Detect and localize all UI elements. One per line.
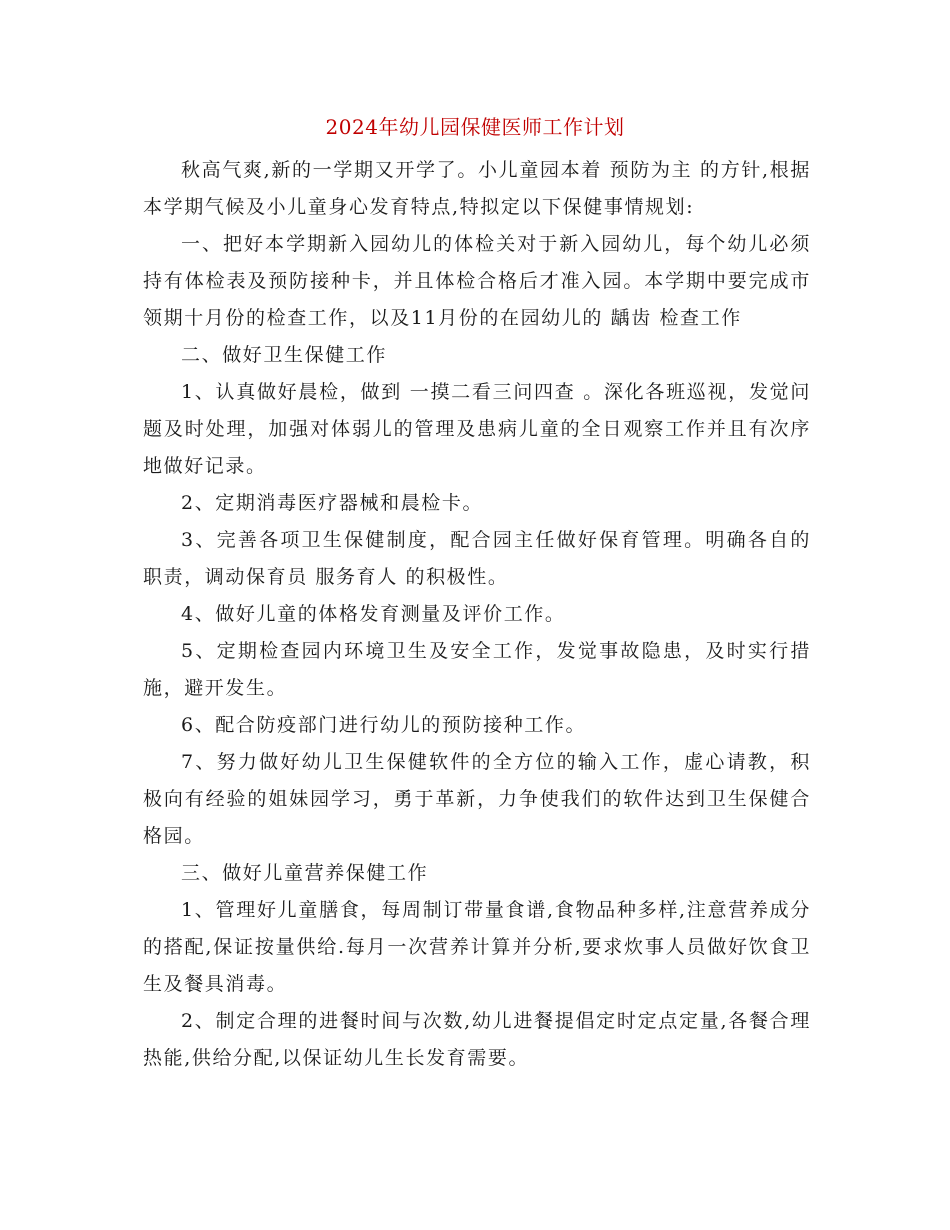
section-2-item-5: 5、定期检查园内环境卫生及安全工作，发觉事故隐患，及时实行措施，避开发生。 xyxy=(143,640,811,699)
document-body xyxy=(143,152,811,1077)
document-title: 2024年幼儿园保健医师工作计划 xyxy=(325,115,625,139)
section-2-item-7: 7、努力做好幼儿卫生保健软件的全方位的输入工作，虚心请教，积极向有经验的姐妹园学习，勇于革新，力争使我们的软件达到卫生保健合格园。 xyxy=(143,751,811,847)
section-2-heading: 二、做好卫生保健工作 xyxy=(181,344,388,366)
section-1-paragraph: 一、把好本学期新入园幼儿的体检关对于新入园幼儿，每个幼儿必须持有体检表及预防接种卡，并且体检合格后才准入园。本学期中要完成市领期十月份的检查工作，以及11月份的在园幼儿的 龋齿 检查工作 xyxy=(143,233,811,329)
section-2-item-1: 1、认真做好晨检，做到 一摸二看三问四查 。深化各班巡视，发觉问题及时处理，加强对体弱儿的管理及患病儿童的全日观察工作并且有次序地做好记录。 xyxy=(143,381,811,477)
section-2-item-6: 6、配合防疫部门进行幼儿的预防接种工作。 xyxy=(181,714,587,736)
section-3-item-2: 2、制定合理的进餐时间与次数,幼儿进餐提倡定时定点定量,各餐合理热能,供给分配,以保证幼儿生长发育需要。 xyxy=(143,1010,811,1069)
section-2-item-3: 3、完善各项卫生保健制度，配合园主任做好保育管理。明确各自的职责，调动保育员 服务育人 的积极性。 xyxy=(143,529,811,588)
section-3-item-1: 1、管理好儿童膳食，每周制订带量食谱,食物品种多样,注意营养成分的搭配,保证按量供给.每月一次营养计算并分析,要求炊事人员做好饮食卫生及餐具消毒。 xyxy=(143,899,811,995)
intro-paragraph: 秋高气爽,新的一学期又开学了。小儿童园本着 预防为主 的方针,根据本学期气候及小儿童身心发育特点,特拟定以下保健事情规划: xyxy=(143,159,811,218)
section-2-item-4: 4、做好儿童的体格发育测量及评价工作。 xyxy=(181,603,566,625)
section-2-item-2: 2、定期消毒医疗器械和晨检卡。 xyxy=(181,492,484,514)
section-3-heading: 三、做好儿童营养保健工作 xyxy=(181,862,429,884)
